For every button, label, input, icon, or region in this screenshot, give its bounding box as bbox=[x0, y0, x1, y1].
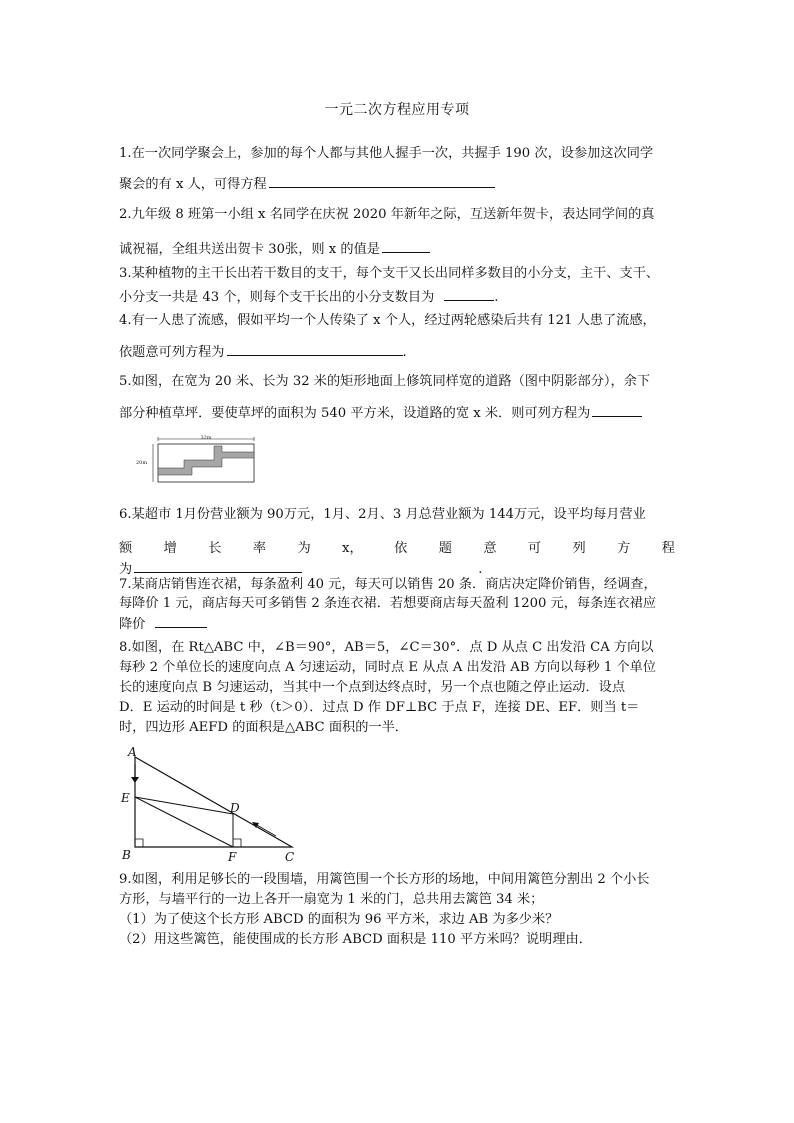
q8-label-b: B bbox=[122, 848, 131, 862]
q9-part2: （2）用这些篱笆，能使围成的长方形 ABCD 面积是 110 平方米吗？说明理由． bbox=[119, 932, 592, 947]
q2-line2: 诚祝福，全组共送出贺卡 30张，则 x 的值是 bbox=[119, 240, 675, 258]
q6-line1: 6.某超市 1月份营业额为 90万元，1月、2月、3 月总营业额为 144万元，设平均每月营业 bbox=[119, 507, 646, 522]
q8-segment-ed bbox=[135, 797, 233, 814]
q7-answer-blank bbox=[155, 615, 207, 628]
question-6 bbox=[119, 507, 675, 578]
q6-line2-char: 增 bbox=[163, 541, 177, 556]
q8-arrow-d-up bbox=[255, 824, 276, 836]
question-4 bbox=[119, 313, 675, 361]
q4-line2: 依题意可列方程为 . bbox=[119, 345, 407, 360]
q6-line2-char: x， bbox=[342, 541, 363, 556]
q8-line2: 每秒 2 个单位长的速度向点 A 匀速运动，同时点 E 从点 A 出发沿 AB 方向以每秒 1 个单位 bbox=[119, 660, 656, 675]
q6-line2-char: 依 bbox=[394, 541, 408, 556]
q5-road-figure bbox=[134, 434, 266, 488]
q8-line1: 8.如图，在 Rt△ABC 中，∠B＝90°，AB＝5，∠C＝30°．点 D 从点 C 出发沿 CA 方向以 bbox=[119, 640, 654, 655]
q6-line2 bbox=[119, 541, 675, 557]
q8-right-angle-b bbox=[135, 839, 143, 847]
q8-right-angle-f bbox=[233, 839, 241, 847]
q8-line4: D．E 运动的时间是 t 秒（t＞0）．过点 D 作 DF⊥BC 于点 F，连接 DE、EF．则当 t＝ bbox=[119, 700, 640, 715]
q8-line5: 时，四边形 AEFD 的面积是△ABC 面积的一半． bbox=[119, 720, 408, 735]
q3-answer-blank bbox=[444, 288, 494, 301]
q6-line2-char: 可 bbox=[527, 541, 542, 556]
q1-answer-blank bbox=[269, 175, 495, 188]
q8-triangle-figure bbox=[118, 742, 300, 864]
q8-label-c: C bbox=[285, 850, 295, 864]
q3-line1: 3.某种植物的主干长出若干数目的支干，每个支干又长出同样多数目的小分支，主干、支干、 bbox=[119, 266, 660, 281]
q5-line1: 5.如图，在宽为 20 米、长为 32 米的矩形地面上修筑同样宽的道路（图中阴影部分），余下 bbox=[119, 374, 651, 389]
q5-line2: 部分种植草坪．要使草坪的面积为 540 平方米，设道路的宽 x 米．则可列方程为 bbox=[119, 404, 675, 422]
q2-answer-blank bbox=[382, 240, 430, 253]
question-3 bbox=[119, 266, 675, 306]
q6-line2-char: 长 bbox=[208, 541, 222, 556]
q8-label-a: A bbox=[128, 745, 137, 759]
q6-line2-char: 方 bbox=[617, 541, 631, 556]
q6-line2-char: 为 bbox=[297, 541, 311, 556]
question-1 bbox=[119, 146, 675, 193]
q3-line2: 小分支一共是 43 个，则每个支干长出的小分支数目为 . bbox=[119, 290, 499, 305]
q7-line1: 7.某商店销售连衣裙，每条盈利 40 元，每天可以销售 20 条．商店决定降价销售，经调查， bbox=[119, 577, 657, 592]
q5-answer-blank bbox=[592, 404, 642, 417]
page-title: 一元二次方程应用专项 bbox=[324, 102, 470, 118]
q8-label-d: D bbox=[230, 801, 240, 815]
q6-line2-char: 程 bbox=[661, 541, 675, 556]
q1-line2: 聚会的有 x 人，可得方程 bbox=[119, 175, 675, 193]
q6-line2-char: 题 bbox=[438, 541, 452, 556]
q4-line1: 4.有一人患了流感，假如平均一个人传染了 x 个人，经过两轮感染后共有 121 人患了流感， bbox=[119, 313, 656, 328]
question-5 bbox=[119, 374, 675, 422]
q9-part1: （1）为了使这个长方形 ABCD 的面积为 96 平方米，求边 AB 为多少米？ bbox=[119, 912, 559, 927]
q9-line1: 9.如图，利用足够长的一段围墙，用篱笆围一个长方形的场地，中间用篱笆分割出 2 个小长 bbox=[119, 872, 650, 887]
q8-label-f: F bbox=[228, 850, 237, 864]
q5-label-32m: 32m bbox=[200, 435, 212, 441]
question-2 bbox=[119, 207, 675, 258]
q1-line1: 1.在一次同学聚会上，参加的每个人都与其他人握手一次，共握手 190 次，设参加这次同学 bbox=[119, 146, 654, 161]
question-9 bbox=[119, 872, 675, 948]
q8-triangle-abc bbox=[135, 757, 292, 847]
q6-line2-char: 列 bbox=[572, 541, 586, 556]
q4-answer-blank bbox=[227, 343, 403, 356]
q6-line2-char: 额 bbox=[119, 541, 133, 556]
q6-answer-blank bbox=[134, 560, 302, 573]
q7-line2: 每降价 1 元，商店每天可多销售 2 条连衣裙．若想要商店每天盈利 1200 元，每条连衣裙应 bbox=[119, 596, 657, 611]
q8-line3: 长的速度向点 B 匀速运动，当其中一个点到达终点时，另一个点也随之停止运动．设点 bbox=[119, 680, 626, 695]
q6-line2-char: 意 bbox=[483, 541, 497, 556]
q8-label-e: E bbox=[121, 791, 130, 805]
q6-line3: 为 . bbox=[119, 562, 483, 577]
q5-label-20m: 20m bbox=[136, 460, 148, 466]
question-7 bbox=[119, 577, 675, 633]
q6-line2-char: 率 bbox=[252, 541, 267, 556]
question-8 bbox=[119, 640, 675, 736]
q2-line1: 2.九年级 8 班第一小组 x 名同学在庆祝 2020 年新年之际，互送新年贺卡，表达同学间的真 bbox=[119, 207, 655, 222]
q7-line3: 降价 bbox=[119, 615, 675, 633]
q9-line2: 方形，与墙平行的一边上各开一扇宽为 1 米的门，总共用去篱笆 34 米； bbox=[119, 892, 544, 907]
